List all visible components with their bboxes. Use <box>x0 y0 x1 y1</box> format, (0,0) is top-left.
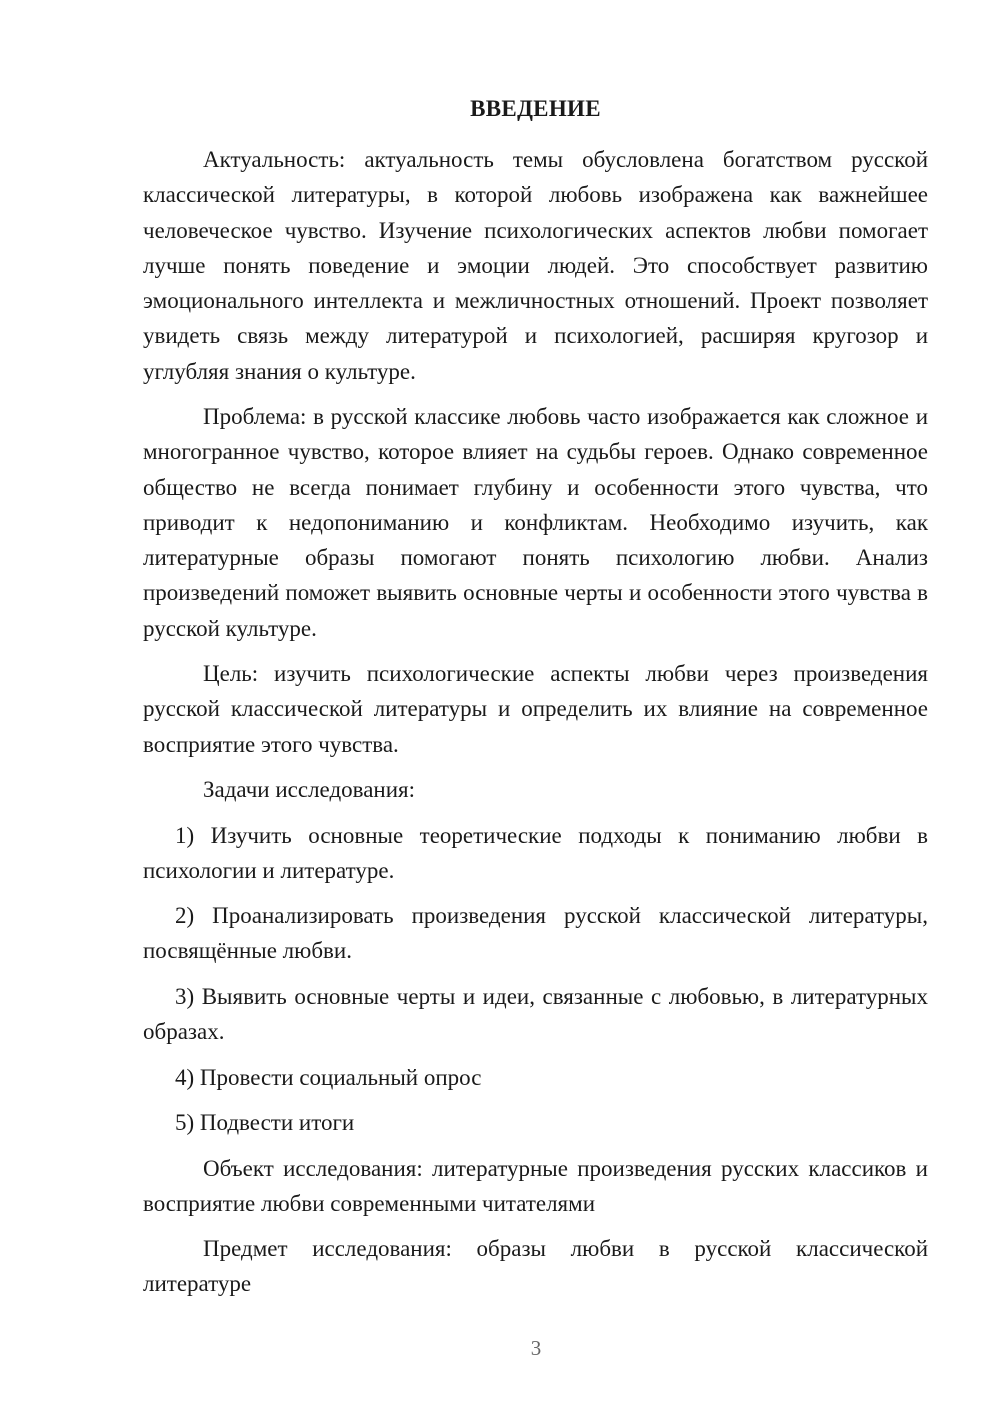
problem-paragraph: Проблема: в русской классике любовь часто изображается как сложное и многогранное чувство, которое влияет на судьбы героев. Однако современное общество не всегда понимает глубину и особенности этого чувства, что приводит к недопониманию и конфликтам. Необходимо изучить, как литературные образы помогают понять психологию любви. Анализ произведений поможет выявить основные черты и особенности этого чувства в русской культуре. <box>143 404 928 641</box>
object-paragraph: Объект исследования: литературные произведения русских классиков и восприятие любви современными читателями <box>143 1156 928 1217</box>
subject-paragraph: Предмет исследования: образы любви в русской классической литературе <box>143 1236 928 1297</box>
page-number: 3 <box>530 1336 542 1360</box>
task-item-3: 3) Выявить основные черты и идеи, связанные с любовью, в литературных образах. <box>143 984 928 1045</box>
task-item-2: 2) Проанализировать произведения русской классической литературы, посвящённые любви. <box>143 903 928 964</box>
task-item-4: 4) Провести социальный опрос <box>175 1065 482 1090</box>
goal-paragraph: Цель: изучить психологические аспекты любви через произведения русской классической литературы и определить их влияние на современное восприятие этого чувства. <box>143 661 928 757</box>
page-title: ВВЕДЕНИЕ <box>470 96 601 121</box>
relevance-paragraph: Актуальность: актуальность темы обусловлена богатством русской классической литературы, в которой любовь изображена как важнейшее человеческое чувство. Изучение психологических аспектов любви помогает лучше понять поведение и эмоции людей. Это способствует развитию эмоционального интеллекта и межличностных отношений. Проект позволяет увидеть связь между литературой и психологией, расширяя кругозор и углубляя знания о культуре. <box>143 147 928 384</box>
task-item-1: 1) Изучить основные теоретические подходы к пониманию любви в психологии и литературе. <box>143 823 928 884</box>
tasks-heading: Задачи исследования: <box>203 777 416 802</box>
task-item-5: 5) Подвести итоги <box>175 1110 355 1135</box>
